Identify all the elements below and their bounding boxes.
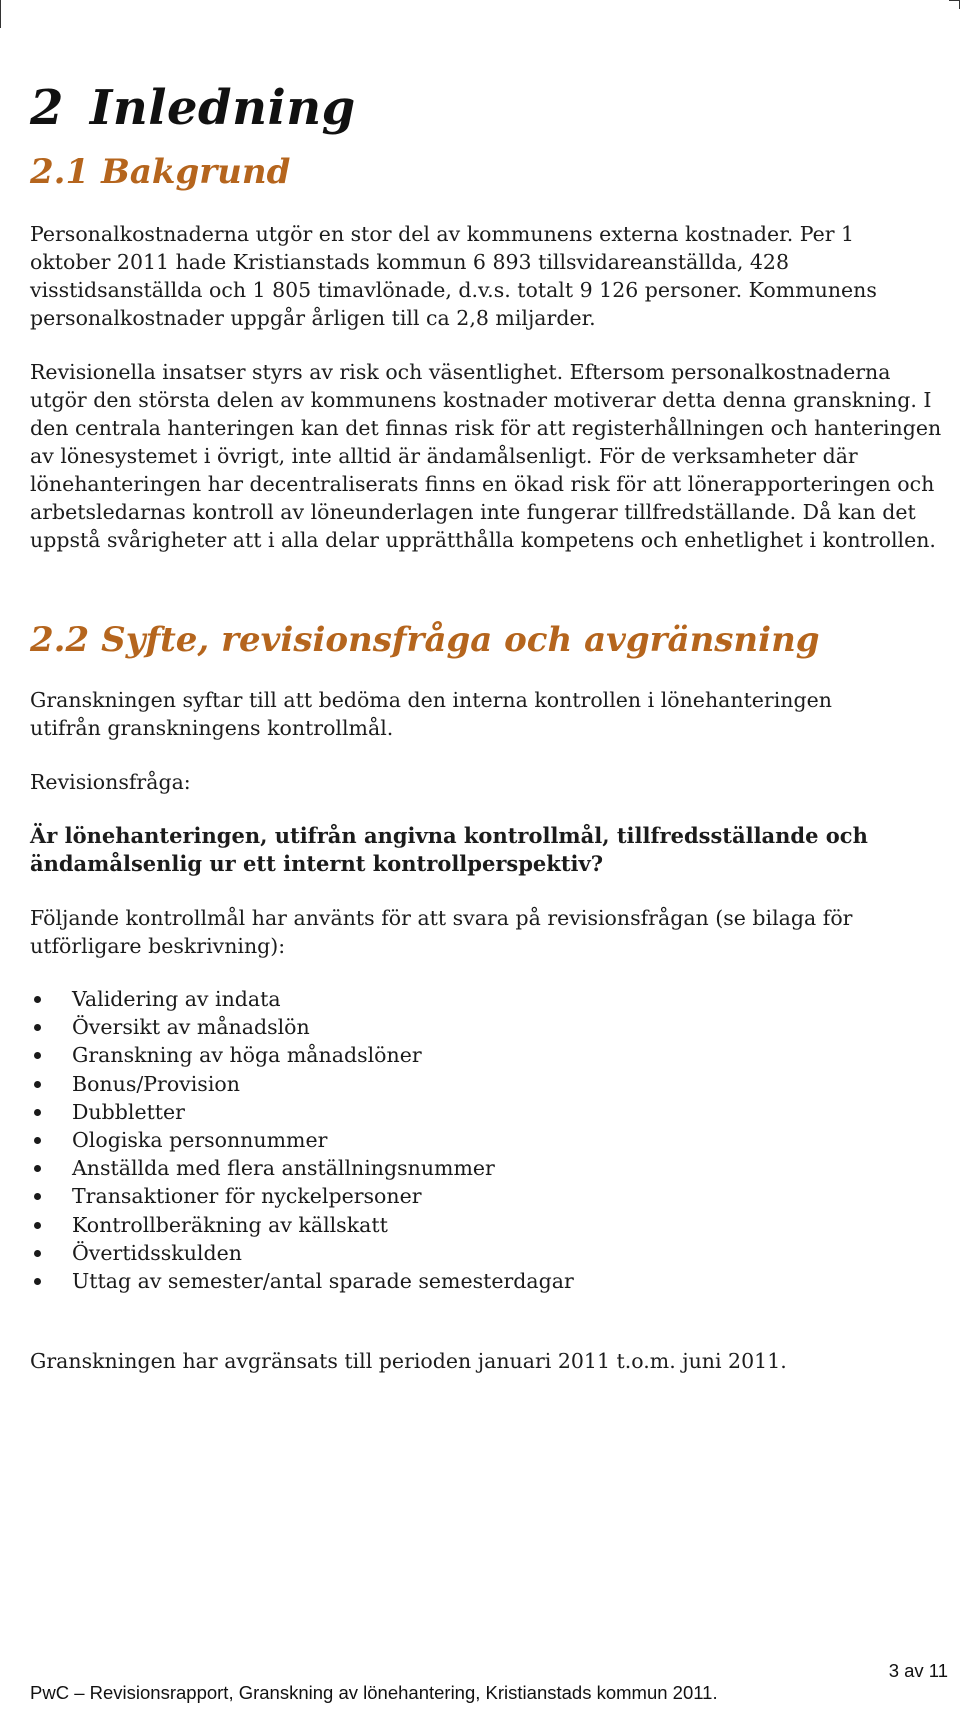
page-footer: PwC – Revisionsrapport, Granskning av lönehantering, Kristianstads kommun 2011. xyxy=(30,1682,718,1703)
bullet-icon xyxy=(34,996,41,1003)
section-title: Bakgrund xyxy=(101,152,291,192)
purpose-paragraph: Granskningen syftar till att bedöma den interna kontrollen i lönehanteringen utifrån granskningens kontrollmål. xyxy=(30,688,832,740)
list-item: Övertidsskulden xyxy=(30,1239,955,1267)
page-number: 3 av 11 xyxy=(888,1660,948,1681)
section-heading-bakgrund xyxy=(30,150,955,194)
list-item: Kontrollberäkning av källskatt xyxy=(30,1211,955,1239)
bullet-icon xyxy=(34,1081,41,1088)
crop-mark-left xyxy=(0,0,7,28)
list-item: Uttag av semester/antal sparade semesterdagar xyxy=(30,1267,955,1295)
section-title: Syfte, revisionsfråga och avgränsning xyxy=(101,620,820,660)
document-body xyxy=(30,78,955,1375)
list-item: Transaktioner för nyckelpersoner xyxy=(30,1182,955,1210)
bullet-icon xyxy=(34,1165,41,1172)
bullet-icon xyxy=(34,1193,41,1200)
list-item: Anställda med flera anställningsnummer xyxy=(30,1154,955,1182)
background-paragraph-2: Revisionella insatser styrs av risk och väsentlighet. Eftersom personalkostnaderna utgör den största delen av kommunens kostnader motiverar detta denna granskning. I den centrala hanteringen kan det finnas risk för att registerhållningen och hanteringen av lönesystemet i övrigt, inte alltid är ändamålsenligt. För de verksamheter där lönehanteringen har decentraliserats finns en ökad risk för att lönerapporteringen och arbetsledarnas kontroll av löneunderlagen inte fungerar tillfredställande. Då kan det uppstå svårigheter att i alla delar upprätthålla kompetens och enhetlighet i kontrollen. xyxy=(30,360,942,552)
bullet-icon xyxy=(34,1250,41,1257)
bullet-icon xyxy=(34,1024,41,1031)
background-paragraph-1: Personalkostnaderna utgör en stor del av kommunens externa kostnader. Per 1 oktober 2011 hade Kristianstads kommun 6 893 tillsvidareanställda, 428 visstidsanställda och 1 805 timavlönade, d.v.s. totalt 9 126 personer. Kommunens personalkostnader uppgår årligen till ca 2,8 miljarder. xyxy=(30,222,877,330)
bullet-icon xyxy=(34,1278,41,1285)
revision-question: Är lönehanteringen, utifrån angivna kontrollmål, tillfredsställande och ändamålsenlig ur ett internt kontrollperspektiv? xyxy=(30,823,868,876)
bullet-icon xyxy=(34,1109,41,1116)
section-number: 2.1 xyxy=(30,152,90,192)
bullet-icon xyxy=(34,1052,41,1059)
list-item: Ologiska personnummer xyxy=(30,1126,955,1154)
chapter-number: 2 xyxy=(30,80,64,136)
bullet-icon xyxy=(34,1222,41,1229)
scope-paragraph: Granskningen har avgränsats till perioden januari 2011 t.o.m. juni 2011. xyxy=(30,1349,787,1374)
list-item: Dubbletter xyxy=(30,1098,955,1126)
list-item: Granskning av höga månadslöner xyxy=(30,1041,955,1069)
bullet-icon xyxy=(34,1137,41,1144)
list-item: Bonus/Provision xyxy=(30,1070,955,1098)
control-goals-list xyxy=(30,985,955,1295)
section-heading-syfte xyxy=(30,618,955,662)
chapter-heading xyxy=(30,78,955,138)
chapter-title: Inledning xyxy=(89,80,356,136)
question-label: Revisionsfråga: xyxy=(30,770,191,794)
section-number: 2.2 xyxy=(30,620,90,660)
list-item: Validering av indata xyxy=(30,985,955,1013)
crop-mark-right xyxy=(949,0,960,9)
goals-intro: Följande kontrollmål har använts för att svara på revisionsfrågan (se bilaga för utförligare beskrivning): xyxy=(30,906,853,958)
list-item: Översikt av månadslön xyxy=(30,1013,955,1041)
